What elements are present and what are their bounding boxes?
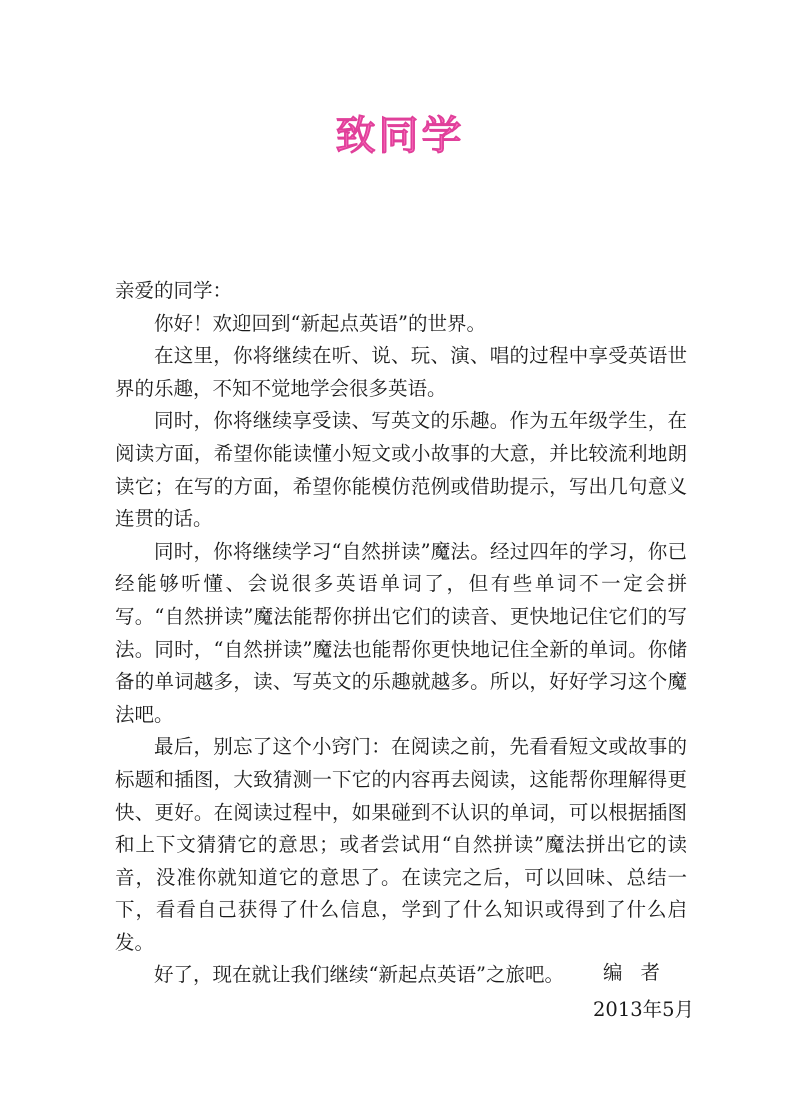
paragraph-closing: 好了，现在就让我们继续“新起点英语”之旅吧。 bbox=[154, 963, 564, 987]
salutation: 亲爱的同学： bbox=[115, 279, 233, 302]
signature-editor: 编者 bbox=[603, 961, 679, 984]
paragraph-tips: 最后，别忘了这个小窍门：在阅读之前，先看看短文或故事的标题和插图，大致猜测一下它的内容再去阅读，这能帮你理解得更快、更好。在阅读过程中，如果碰到不认识的单词，可以根据插图和上下文猜猜它的意思；或者尝试用“自然拼读”魔法拼出它的读音，没准你就知道它的意思了。在读完之后，可以回味、总结一下，看看自己获得了什么信息，学到了什么知识或得到了什么启发。 bbox=[115, 735, 687, 954]
paragraph-phonics: 同时，你将继续学习“自然拼读”魔法。经过四年的学习，你已经能够听懂、会说很多英语单词了，但有些单词不一定会拼写。“自然拼读”魔法能帮你拼出它们的读音、更快地记住它们的写法。同时，“自然拼读”魔法也能帮你更快地记住全新的单词。你储备的单词越多，读、写英文的乐趣就越多。所以，好好学习这个魔法吧。 bbox=[115, 539, 687, 726]
letter-body bbox=[115, 275, 687, 992]
signature-date: 2013年5月 bbox=[593, 998, 695, 1021]
paragraph-greeting: 你好！欢迎回到“新起点英语”的世界。 bbox=[154, 311, 486, 335]
paragraph-listening: 在这里，你将继续在听、说、玩、演、唱的过程中享受英语世界的乐趣，不知不觉地学会很多英语。 bbox=[115, 344, 687, 400]
page-title: 致同学 bbox=[335, 112, 465, 159]
paragraph-reading-writing: 同时，你将继续享受读、写英文的乐趣。作为五年级学生，在阅读方面，希望你能读懂小短文或小故事的大意，并比较流利地朗读它；在写的方面，希望你能模仿范例或借助提示，写出几句意义连贯的话。 bbox=[115, 409, 687, 531]
